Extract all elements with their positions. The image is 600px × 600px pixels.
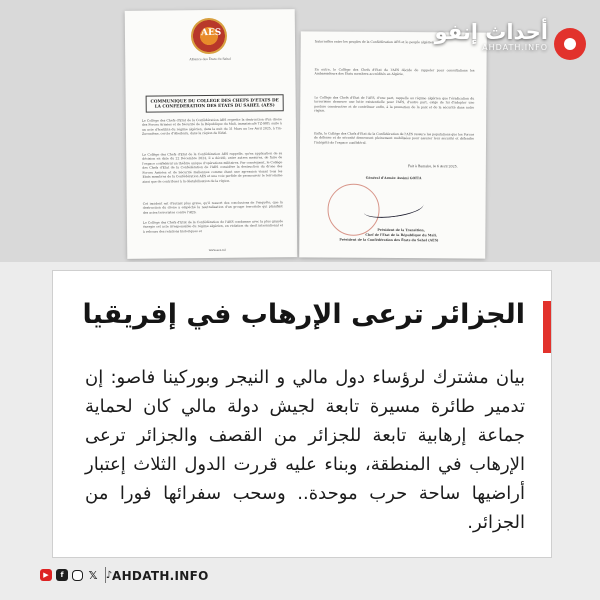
brand-url: AHDATH.INFO — [482, 43, 548, 52]
youtube-icon[interactable]: ▶ — [40, 569, 52, 581]
aes-logo-caption: Alliance des États du Sahel — [189, 56, 232, 62]
date-line: Fait à Bamako, le 6 Avril 2025. — [407, 164, 458, 169]
footer — [0, 556, 600, 600]
footer-divider — [105, 567, 106, 583]
doc-paragraph: Cet incident est d'autant plus grave, qu'il ressort des conclusions de l'enquête, que la destruction du drone a empêché la neutralisation d'un groupe terroriste qui planifiait des actes terroristes contre l'AES. — [142, 200, 283, 215]
doc-footer: www.aes.ml — [208, 247, 226, 253]
communique-heading: COMMUNIQUE DU COLLEGE DES CHEFS D'ETATS DE LA CONFEDERATION DES ETATS DU SAHEL (AES) — [146, 94, 284, 112]
aes-logo-text: AES — [200, 27, 222, 39]
article-card — [52, 270, 552, 558]
communique-page-1 — [125, 9, 298, 259]
facebook-icon[interactable]: f — [56, 569, 68, 581]
brand-name: أحداث إنفو — [434, 20, 548, 44]
x-icon[interactable]: 𝕏 — [88, 568, 98, 582]
signatory-title: Chef de l'Etat de la République du Mali, — [365, 232, 437, 238]
brand-logo-icon — [554, 28, 586, 60]
doc-paragraph: fraternelles entre les peuples de la Confédération AES et le peuple algérien. — [314, 39, 435, 45]
doc-paragraph: Enfin, le Collège des Chefs d'Etat de la Confédération de l'AES rassure les populations que les Forces de défense et de sécurité demeurent pleinement mobilisées pour assurer leur sécurité et défendre l'intégrité de l'espace confédéral. — [314, 131, 475, 145]
brand-watermark — [435, 22, 548, 52]
doc-paragraph: En outre, le Collège des Chefs d'Etat de l'AES décide de rappeler pour consultations les Ambassadeurs des États membres accrédités en Algérie. — [314, 67, 475, 77]
communique-page-2 — [299, 31, 487, 258]
signatory-name: Général d'Armée Assimi GOITA — [365, 175, 422, 181]
tiktok-icon[interactable]: ♪ — [105, 569, 113, 581]
social-icons — [40, 569, 115, 581]
accent-bar — [543, 301, 551, 353]
signatory-title: Président de la Confédération des États du Sahel (AES) — [339, 237, 439, 243]
footer-url[interactable]: AHDATH.INFO — [112, 569, 209, 583]
doc-paragraph: Le Collège des Chefs d'Etat de la Confédération AES regrette la destruction d'un drone des Forces Armées et de Sécurité de la République du Mali, immatriculé TZ-98D, suite à un acte d'hostilité du régime algérien, dans la nuit du 31 Mars au 1er Avril 2025, à Tin-Zaouatène, cercle d'Abeibara, dans la région de Kidal. — [141, 117, 282, 137]
document-photo — [0, 0, 600, 262]
signatory-title: Président de la Transition, — [377, 227, 425, 233]
doc-paragraph: Le Collège des Chefs d'Etat de la Confédération de l'AES condamne avec la plus grande énergie cet acte irresponsable du régime algérien, en violation du droit international et à rebours des relations historiques et — [142, 219, 283, 234]
doc-paragraph: Le Collège des Chefs d'Etat de l'AES, d'une part, rappelle au régime algérien que l'éradication du terrorisme demeure une lutte existentielle pour l'AES, d'autre part, exige de lui d'adopter une posture constructive et de contribuer enfin, à la promotion de la paix et de la sécurité dans notre région. — [314, 95, 475, 113]
instagram-icon[interactable] — [72, 570, 83, 581]
article-body: بيان مشترك لرؤساء دول مالي و النيجر وبوركينا فاصو: إن تدمير طائرة مسيرة تابعة لجيش دولة مالي كان لحماية جماعة إرهابية تابعة للجزائر من القصف والجزائر ترعى الإرهاب في المنطقة، وبناء عليه قررت الدول الثلاث إعتبار أراضيها ساحة حرب موحدة.. وسحب سفرائها فورا من الجزائر. — [85, 367, 525, 533]
doc-paragraph: Le Collège des Chefs d'Etat de la Confédération AES rappelle, qu'en application de sa décision en date du 22 Décembre 2024, il a décidé, entre autres mesures, de faire de l'espace confédéral un théâtre unique d'opérations militaires. Par conséquent, le Collège des Chefs d'Etat de la Confédération de l'AES considère la destruction du drone des Forces Armées et de Sécurité maliennes comme étant une agression visant tous les Etats membres de la Confédération AES et une voie perfide de promouvoir le terrorisme ainsi que de contribuer à la déstabilisation de la région. — [142, 151, 283, 184]
article-headline: الجزائر ترعى الإرهاب في إفريقيا — [82, 299, 525, 330]
